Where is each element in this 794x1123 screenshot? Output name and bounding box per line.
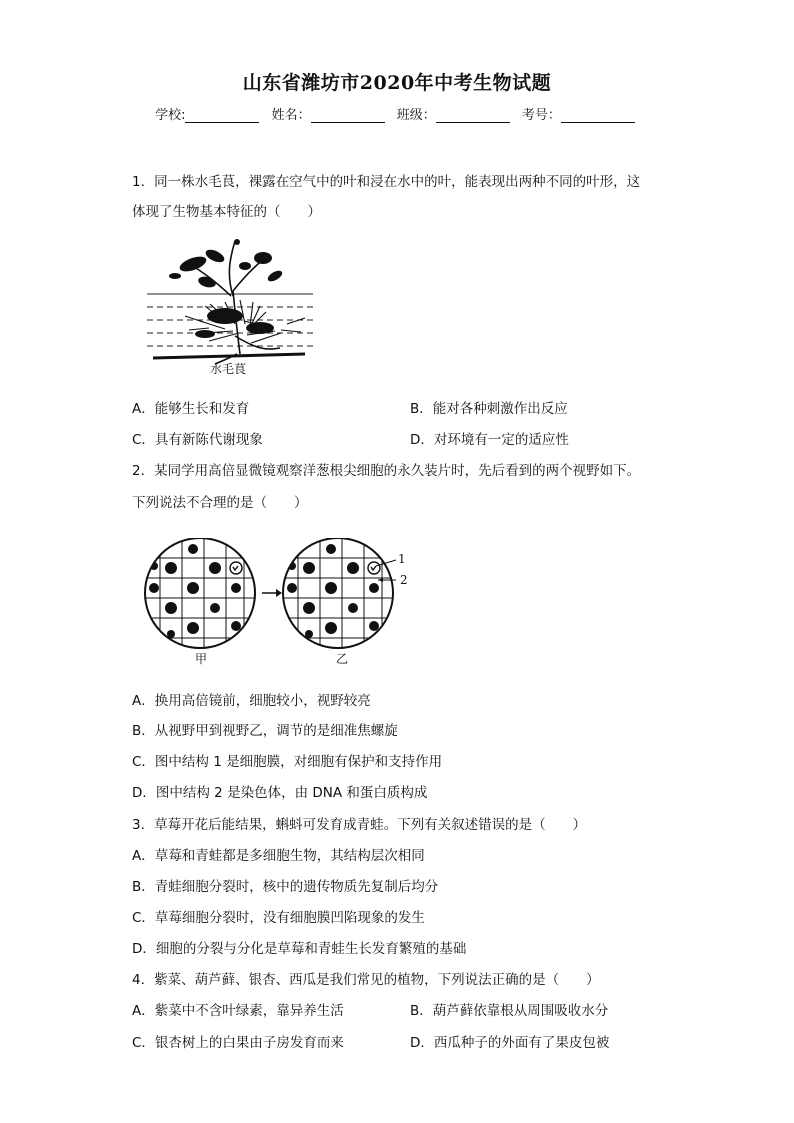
figure-mark-1: 1	[398, 552, 406, 566]
class-field[interactable]: 班级：	[397, 104, 514, 123]
water-buttercup-figure	[145, 236, 315, 376]
question-4-option-b[interactable]: B．葫芦藓依靠根从周围吸收水分	[410, 1003, 609, 1019]
figure-label-yi: 乙	[336, 652, 349, 666]
figure-mark-2: 2	[400, 573, 408, 587]
question-2-option-d[interactable]: D．图中结构 2 是染色体，由 DNA 和蛋白质构成	[132, 785, 428, 801]
name-field[interactable]: 姓名：	[272, 104, 389, 123]
school-field[interactable]: 学校:	[155, 104, 263, 123]
question-3-option-d[interactable]: D．细胞的分裂与分化是草莓和青蛙生长发育繁殖的基础	[132, 941, 467, 957]
question-1-stem-line-2: 体现了生物基本特征的（ ）	[132, 204, 321, 220]
question-4-option-c[interactable]: C．银杏树上的白果由子房发育而来	[132, 1035, 344, 1051]
question-4-option-a[interactable]: A．紫菜中不含叶绿素，靠异养生活	[132, 1003, 344, 1019]
question-1-option-a[interactable]: A．能够生长和发育	[132, 401, 250, 417]
question-1-option-b[interactable]: B．能对各种刺激作出反应	[410, 401, 568, 417]
question-4-stem: 4．紫菜、葫芦藓、银杏、西瓜是我们常见的植物，下列说法正确的是（ ）	[132, 972, 600, 988]
question-3-option-c[interactable]: C．草莓细胞分裂时，没有细胞膜凹陷现象的发生	[132, 910, 425, 926]
question-3-option-a[interactable]: A．草莓和青蛙都是多细胞生物，其结构层次相同	[132, 848, 425, 864]
question-2-option-b[interactable]: B．从视野甲到视野乙，调节的是细准焦螺旋	[132, 723, 398, 739]
figure-label-jia: 甲	[195, 652, 208, 666]
microscope-views-figure	[140, 538, 420, 668]
exam-number-field[interactable]: 考号：	[522, 104, 639, 123]
question-2-option-a[interactable]: A．换用高倍镜前，细胞较小，视野较亮	[132, 693, 371, 709]
question-4-option-d[interactable]: D．西瓜种子的外面有了果皮包被	[410, 1035, 610, 1051]
question-3-stem: 3．草莓开花后能结果，蝌蚪可发育成青蛙。下列有关叙述错误的是（ ）	[132, 817, 587, 833]
question-2-stem-line-1: 2．某同学用高倍显微镜观察洋葱根尖细胞的永久装片时，先后看到的两个视野如下。	[132, 463, 641, 479]
question-1-option-c[interactable]: C．具有新陈代谢现象	[132, 432, 263, 448]
question-2-option-c[interactable]: C．图中结构 1 是细胞膜，对细胞有保护和支持作用	[132, 754, 443, 770]
question-1-stem-line-1: 1．同一株水毛茛，裸露在空气中的叶和浸在水中的叶，能表现出两种不同的叶形，这	[132, 174, 641, 190]
question-2-stem-line-2: 下列说法不合理的是（ ）	[132, 495, 308, 511]
figure-caption-water-buttercup: 水毛茛	[210, 362, 247, 376]
question-3-option-b[interactable]: B．青蛙细胞分裂时，核中的遗传物质先复制后均分	[132, 879, 439, 895]
page-title: 山东省潍坊市2020年中考生物试题	[242, 72, 552, 94]
question-1-option-d[interactable]: D．对环境有一定的适应性	[410, 432, 569, 448]
student-info-line	[0, 104, 794, 123]
